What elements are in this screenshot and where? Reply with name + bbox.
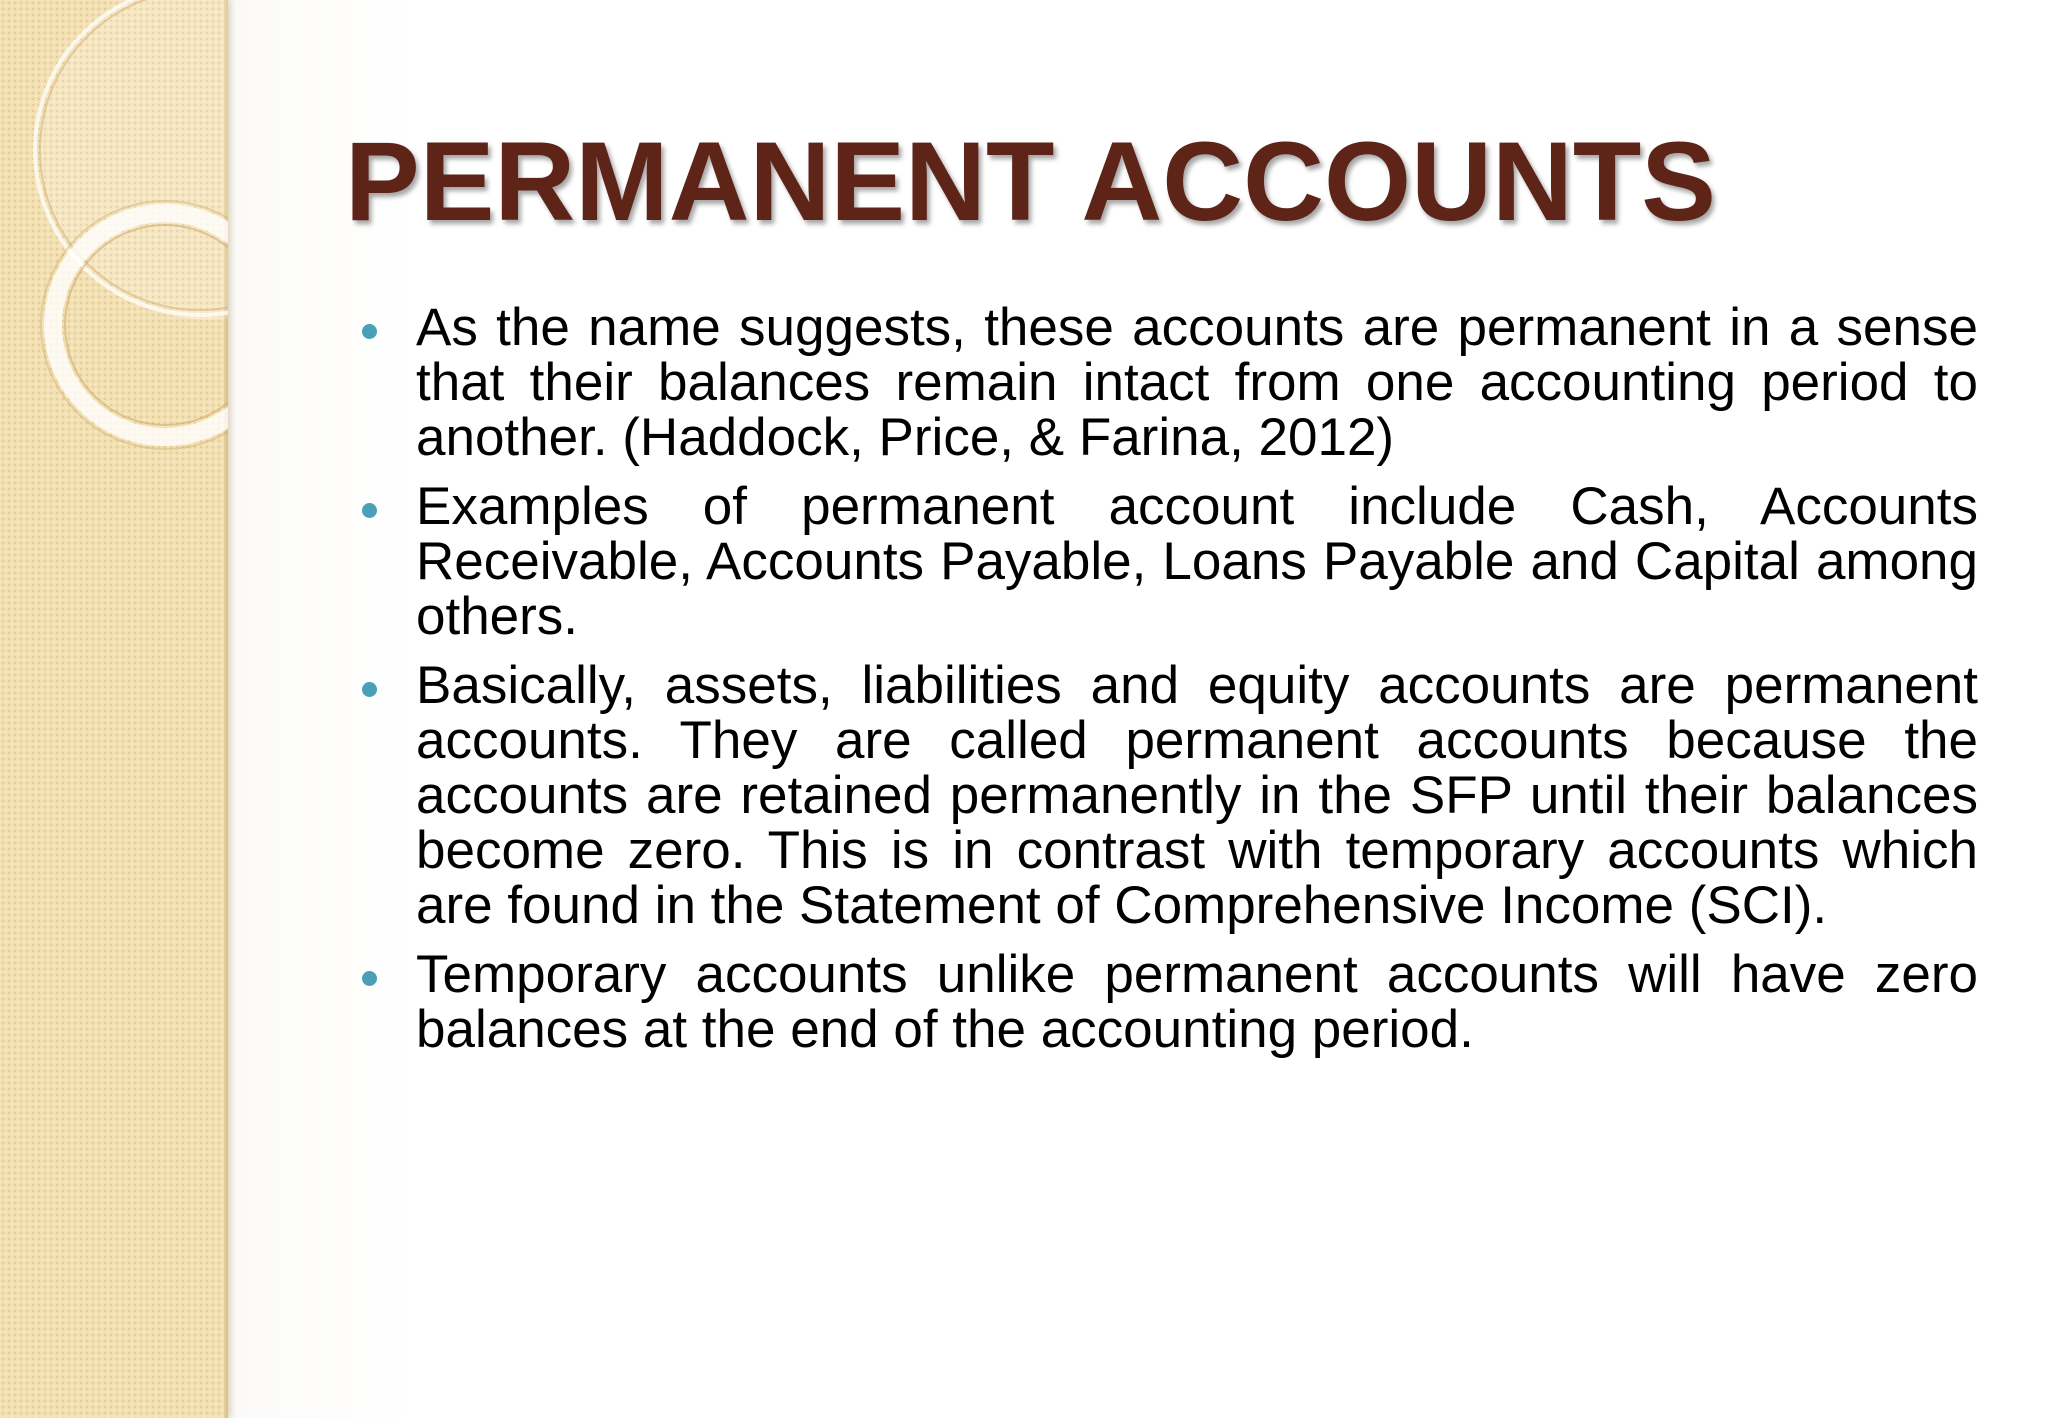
bullet-item — [358, 947, 1978, 1057]
bullet-item — [358, 479, 1978, 644]
bullet-item — [358, 658, 1978, 933]
bullet-text: Basically, assets, liabilities and equity accounts are permanent accounts. They are called permanent accounts because the accounts are retained permanently in the SFP until their balances become zero. This is in contrast with temporary accounts which are found in the Statement of Comprehensive Income (SCI). — [416, 656, 1978, 935]
bullet-text: As the name suggests, these accounts are permanent in a sense that their balances remain intact from one accounting period to another. (Haddock, Price, & Farina, 2012) — [416, 298, 1978, 467]
slide-title: PERMANENT ACCOUNTS — [345, 119, 1716, 244]
bullet-dot-icon — [362, 971, 377, 986]
bullet-text: Temporary accounts unlike permanent accounts will have zero balances at the end of the accounting period. — [416, 945, 1978, 1059]
bullet-dot-icon — [362, 324, 377, 339]
decorative-rings-icon — [0, 0, 260, 520]
bullet-dot-icon — [362, 682, 377, 697]
bullet-list — [358, 300, 1978, 1071]
bullet-dot-icon — [362, 503, 377, 518]
bullet-text: Examples of permanent account include Cash, Accounts Receivable, Accounts Payable, Loans Payable and Capital among others. — [416, 477, 1978, 646]
bullet-item — [358, 300, 1978, 465]
